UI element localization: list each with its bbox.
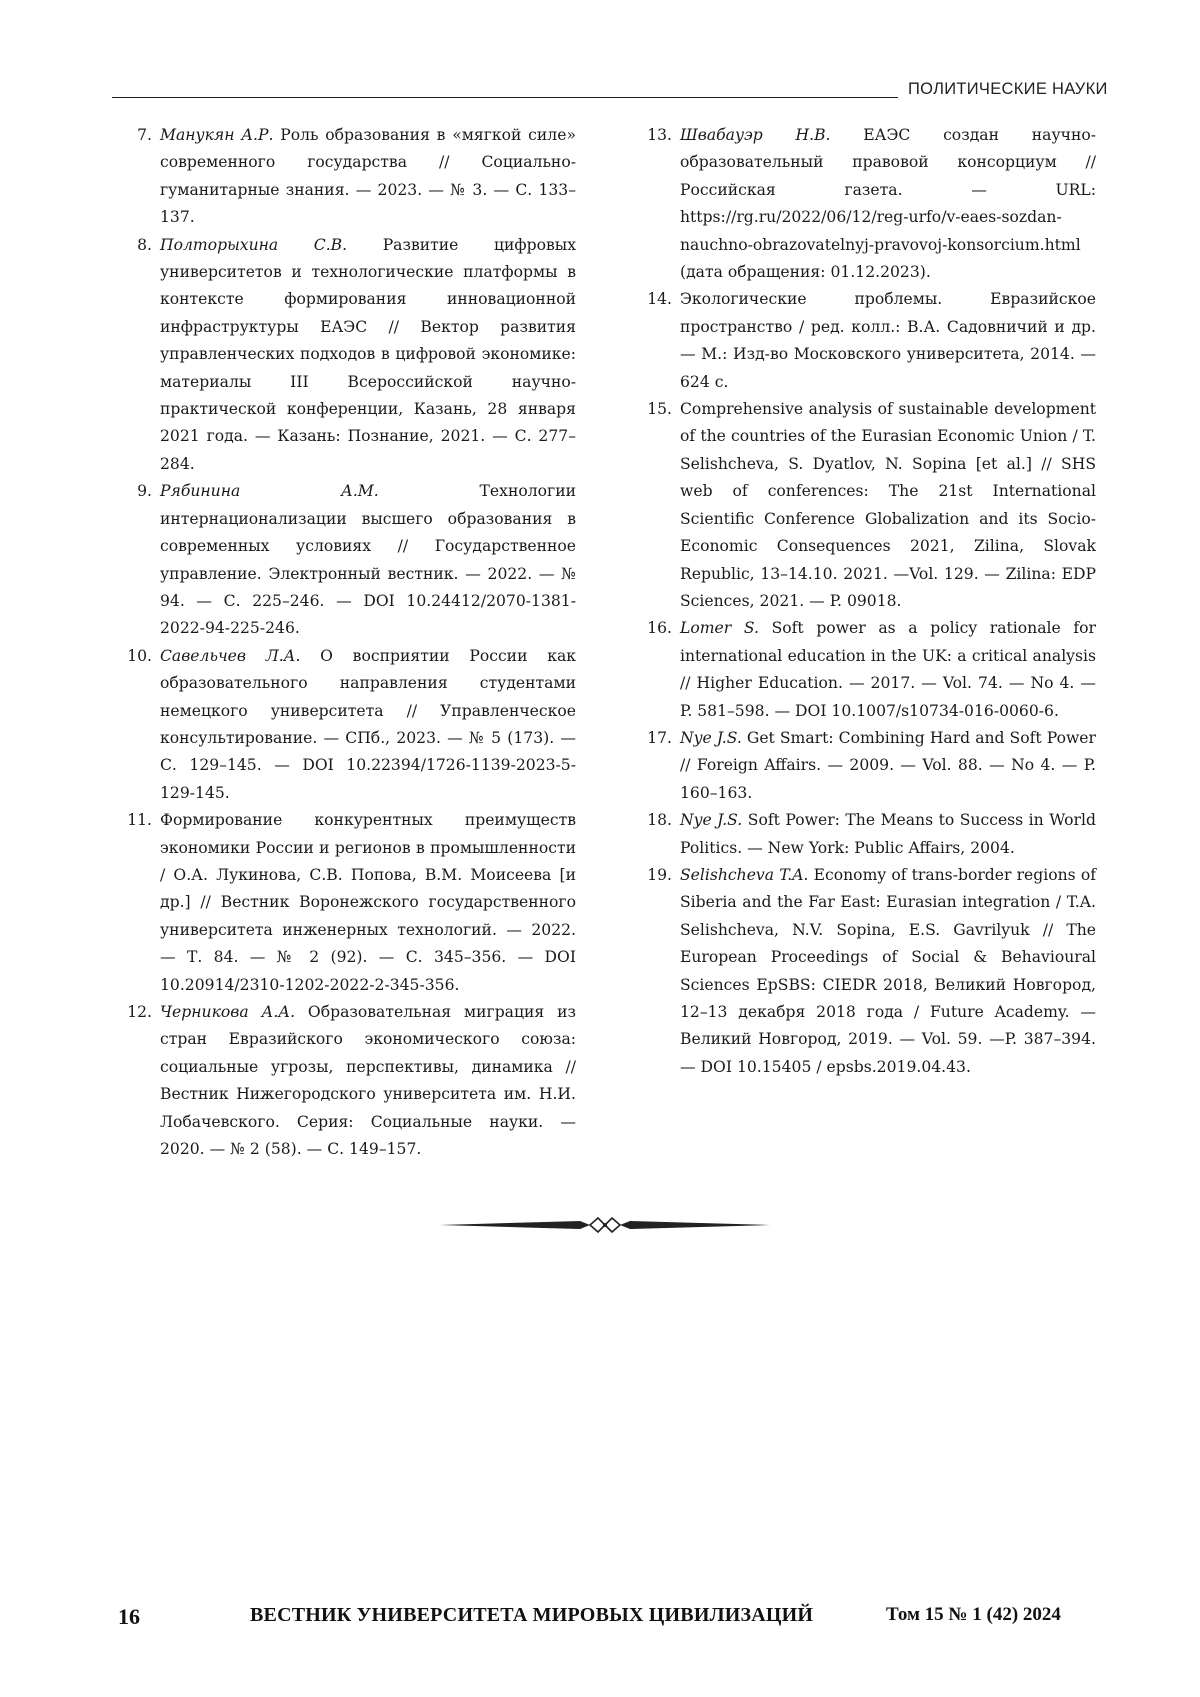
- reference-author: Савельчев Л.А.: [160, 646, 301, 665]
- reference-author: Рябинина А.М.: [160, 482, 379, 501]
- reference-number: 15.: [647, 400, 672, 419]
- reference-text: Economy of trans-border regions of Siberia and the Far East: Eurasian integration / T.A. Selishcheva, N.V. Sopina, E.S. Gavrilyuk // The European Proceedings of Social & Behavioural Sciences EpSBS: CIEDR 2018, Великий Новгород, 12–13 декабря 2018 года / Future Academy. — Великий Новгород, 2019. — Vol. 59. —P. 387–394. — DOI 10.15405 / epsbs.2019.04.43.: [680, 865, 1096, 1076]
- reference-number: 13.: [647, 126, 672, 144]
- reference-number: 14.: [647, 290, 672, 309]
- reference-text: Soft Power: The Means to Success in World Politics. — New York: Public Affairs, 2004.: [680, 811, 1096, 857]
- reference-number: 18.: [647, 811, 672, 830]
- reference-number: 16.: [647, 619, 672, 638]
- reference-item: [118, 643, 576, 807]
- reference-item: [638, 807, 1096, 862]
- reference-number: 19.: [647, 865, 672, 884]
- reference-text: Роль образования в «мягкой силе» современного государства // Социально-гуманитарные знания. — 2023. — № 3. — С. 133–137.: [160, 126, 576, 227]
- reference-author: Полторыхина С.В.: [160, 235, 348, 254]
- reference-author: Nye J.S.: [680, 811, 743, 830]
- reference-item: [638, 286, 1096, 396]
- journal-title: ВЕСТНИК УНИВЕРСИТЕТА МИРОВЫХ ЦИВИЛИЗАЦИЙ: [250, 1604, 814, 1626]
- reference-item: [638, 725, 1096, 807]
- reference-text: Экологические проблемы. Евразийское пространство / ред. колл.: В.А. Садовничий и др. — М.: Изд-во Московского университета, 2014. — 624 с.: [680, 290, 1096, 391]
- ornament-divider-icon: [440, 1212, 770, 1238]
- reference-text: ЕАЭС создан научно-образовательный правовой консорциум // Российская газета. — URL: https://rg.ru/2022/06/12/reg-urfo/v-eaes-sozdan-nauchno-obrazovatelnyj-pravovoj-konsorcium.html (дата обращения: 01.12.2023).: [680, 126, 1096, 282]
- reference-text: О восприятии России как образовательного направления студентами немецкого университета // Управленческое консультирование. — СПб., 2023. — № 5 (173). — С. 129–145. — DOI 10.22394/1726-1139-2023-5-129-145.: [160, 646, 576, 802]
- reference-text: Развитие цифровых университетов и технологические платформы в контексте формирования инновационной инфраструктуры ЕАЭС // Вектор развития управленческих подходов в цифровой экономике: материалы III Всероссийской научно-практической конференции, Казань, 28 января 2021 года. — Казань: Познание, 2021. — С. 277–284.: [160, 235, 576, 473]
- reference-item: [638, 122, 1096, 286]
- section-title: ПОЛИТИЧЕСКИЕ НАУКИ: [908, 80, 1108, 98]
- reference-number: 10.: [127, 646, 152, 665]
- header-rule: [112, 97, 898, 98]
- reference-item: [118, 232, 576, 479]
- reference-text: Soft power as a policy rationale for international education in the UK: a critical analysis // Higher Education. — 2017. — Vol. 74. — No 4. — P. 581–598. — DOI 10.1007/s10734-016-0060-6.: [680, 619, 1096, 720]
- journal-volume: Том 15 № 1 (42) 2024: [886, 1604, 1061, 1625]
- reference-number: 11.: [127, 811, 152, 830]
- reference-item: [118, 478, 576, 642]
- page-footer: [0, 1604, 1200, 1636]
- page-number: 16: [118, 1604, 140, 1629]
- reference-item: [638, 615, 1096, 725]
- reference-number: 9.: [137, 482, 152, 501]
- reference-item: [638, 862, 1096, 1081]
- reference-item: [118, 999, 576, 1163]
- reference-number: 12.: [127, 1003, 152, 1021]
- references-left-column: [118, 122, 576, 1163]
- references-right-column: [638, 122, 1096, 1081]
- reference-item: [638, 396, 1096, 615]
- reference-text: Технологии интернационализации высшего образования в современных условиях // Государственное управление. Электронный вестник. — 2022. — № 94. — С. 225–246. — DOI 10.24412/2070-1381-2022-94-225-246.: [160, 482, 576, 638]
- reference-author: Швабауэр Н.В.: [680, 126, 831, 144]
- reference-number: 8.: [137, 235, 152, 254]
- reference-author: Nye J.S.: [680, 728, 742, 747]
- reference-author: Черникова А.А.: [160, 1003, 296, 1021]
- reference-text: Образовательная миграция из стран Евразийского экономического союза: социальные угрозы, перспективы, динамика // Вестник Нижегородского университета им. Н.И. Лобачевского. Серия: Социальные науки. — 2020. — № 2 (58). — С. 149–157.: [160, 1003, 576, 1159]
- reference-author: Манукян А.Р.: [160, 126, 274, 144]
- reference-text: Формирование конкурентных преимуществ экономики России и регионов в промышленности / О.А. Лукинова, С.В. Попова, В.М. Моисеева [и др.] // Вестник Воронежского государственного университета инженерных технологий. — 2022. — Т. 84. — № 2 (92). — С. 345–356. — DOI 10.20914/2310-1202-2022-2-345-356.: [160, 811, 576, 994]
- reference-text: Comprehensive analysis of sustainable development of the countries of the Eurasian Economic Union / T. Selishcheva, S. Dyatlov, N. Sopina [et al.] // SHS web of conferences: The 21st International Scientific Conference Globalization and its Socio-Economic Consequences 2021, Zilina, Slovak Republic, 13–14.10. 2021. —Vol. 129. — Zilina: EDP Sciences, 2021. — P. 09018.: [680, 400, 1096, 610]
- reference-item: [118, 122, 576, 232]
- reference-item: [118, 807, 576, 999]
- reference-text: Get Smart: Combining Hard and Soft Power // Foreign Affairs. — 2009. — Vol. 88. — No 4. — P. 160–163.: [680, 728, 1096, 802]
- reference-number: 17.: [647, 728, 672, 747]
- reference-author: Lomer S.: [680, 619, 759, 638]
- reference-author: Selishcheva T.A.: [680, 865, 809, 884]
- reference-number: 7.: [137, 126, 152, 144]
